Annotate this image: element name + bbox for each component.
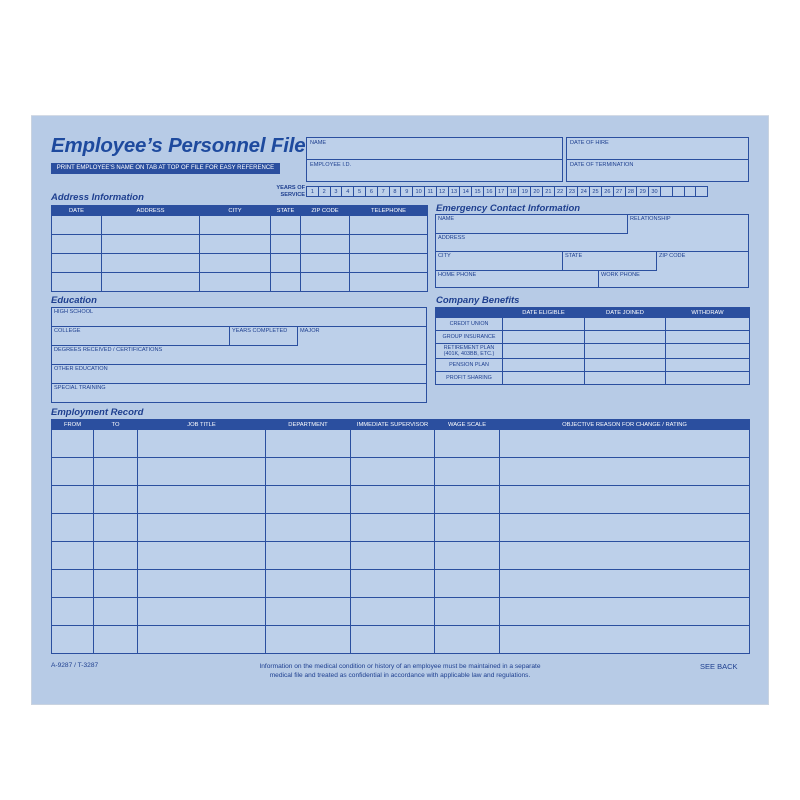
employment-cell[interactable]: [138, 486, 266, 514]
profit-sharing-label: PROFIT SHARING: [436, 372, 503, 385]
service-year-box[interactable]: 8: [389, 186, 402, 197]
address-cell[interactable]: [301, 235, 350, 254]
address-cell[interactable]: [271, 254, 301, 273]
service-year-box[interactable]: 22: [554, 186, 567, 197]
hire-dates-box: [566, 137, 749, 182]
address-cell[interactable]: [102, 235, 200, 254]
emergency-city-label: CITY: [438, 253, 451, 259]
employment-cell[interactable]: [500, 458, 750, 486]
employment-cell[interactable]: [52, 458, 94, 486]
employment-row: [52, 514, 750, 542]
emergency-box: [435, 214, 749, 288]
retirement-plan-label: RETIREMENT PLAN (401K, 403BB, ETC.): [436, 344, 503, 359]
emergency-name-label: NAME: [438, 216, 455, 222]
service-year-box[interactable]: 13: [448, 186, 461, 197]
emergency-heading: Emergency Contact Information: [436, 203, 581, 214]
service-year-box[interactable]: 18: [507, 186, 520, 197]
service-year-box-blank[interactable]: [695, 186, 708, 197]
high-school-label: HIGH SCHOOL: [54, 309, 94, 315]
employment-cell[interactable]: [435, 514, 500, 542]
major-label: MAJOR: [300, 328, 320, 334]
address-heading: Address Information: [51, 192, 144, 203]
employment-cell[interactable]: [351, 458, 435, 486]
name-label: NAME: [310, 140, 327, 146]
employment-cell[interactable]: [138, 458, 266, 486]
home-phone-label: HOME PHONE: [438, 272, 477, 278]
confidentiality-notice: Information on the medical condition or history of an employee must be maintained in a separate medical file and treated as confidential in accordance with applicable law and regulations.: [259, 663, 541, 679]
address-cell[interactable]: [52, 254, 102, 273]
relationship-label: RELATIONSHIP: [630, 216, 671, 222]
address-cell[interactable]: [301, 273, 350, 292]
employment-table: [51, 419, 750, 654]
address-cell[interactable]: [102, 216, 200, 235]
education-box: [51, 307, 427, 403]
address-cell[interactable]: [271, 273, 301, 292]
benefits-heading: Company Benefits: [436, 295, 520, 306]
service-year-box[interactable]: 4: [341, 186, 354, 197]
employment-column-header: DEPARTMENT: [266, 420, 351, 430]
address-cell[interactable]: [271, 235, 301, 254]
employment-cell[interactable]: [52, 598, 94, 626]
employment-cell[interactable]: [435, 570, 500, 598]
address-column-header: TELEPHONE: [350, 206, 428, 216]
employment-column-header: IMMEDIATE SUPERVISOR: [351, 420, 435, 430]
service-year-box[interactable]: 25: [589, 186, 602, 197]
service-year-box[interactable]: 1: [306, 186, 319, 197]
address-row: [52, 235, 428, 254]
employment-cell[interactable]: [266, 458, 351, 486]
employment-cell[interactable]: [52, 486, 94, 514]
employment-column-header: OBJECTIVE REASON FOR CHANGE / RATING: [500, 420, 750, 430]
employment-cell[interactable]: [94, 458, 138, 486]
address-cell[interactable]: [350, 273, 428, 292]
address-column-header: ZIP CODE: [301, 206, 350, 216]
name-id-box: [306, 137, 563, 182]
employment-cell[interactable]: [435, 542, 500, 570]
address-cell[interactable]: [350, 254, 428, 273]
employment-cell[interactable]: [94, 598, 138, 626]
employment-cell[interactable]: [351, 626, 435, 654]
degrees-label: DEGREES RECEIVED / CERTIFICATIONS: [54, 347, 163, 353]
employment-cell[interactable]: [435, 430, 500, 458]
employment-cell[interactable]: [266, 514, 351, 542]
employment-cell[interactable]: [266, 430, 351, 458]
employment-cell[interactable]: [500, 570, 750, 598]
employment-cell[interactable]: [138, 430, 266, 458]
employment-cell[interactable]: [435, 486, 500, 514]
service-year-box[interactable]: 27: [613, 186, 626, 197]
years-of-service-boxes: [307, 186, 708, 197]
employment-cell[interactable]: [351, 542, 435, 570]
service-year-box[interactable]: 9: [400, 186, 413, 197]
credit-union-label: CREDIT UNION: [436, 318, 503, 331]
date-of-hire-label: DATE OF HIRE: [570, 140, 609, 146]
date-joined-header: DATE JOINED: [585, 308, 666, 318]
employment-cell[interactable]: [52, 514, 94, 542]
employment-cell[interactable]: [266, 486, 351, 514]
employment-cell[interactable]: [351, 430, 435, 458]
service-year-box[interactable]: 19: [518, 186, 531, 197]
employment-cell[interactable]: [351, 514, 435, 542]
page-title: Employee’s Personnel File: [51, 134, 306, 157]
group-insurance-label: GROUP INSURANCE: [436, 331, 503, 344]
employment-cell[interactable]: [138, 626, 266, 654]
service-year-box[interactable]: 6: [365, 186, 378, 197]
service-year-box[interactable]: 30: [648, 186, 661, 197]
address-cell[interactable]: [52, 216, 102, 235]
employment-cell[interactable]: [500, 598, 750, 626]
address-cell[interactable]: [52, 235, 102, 254]
service-year-box[interactable]: 3: [330, 186, 343, 197]
benefits-table: [435, 307, 750, 385]
date-of-termination-label: DATE OF TERMINATION: [570, 162, 634, 168]
address-cell[interactable]: [102, 273, 200, 292]
employment-cell[interactable]: [94, 626, 138, 654]
address-row: [52, 273, 428, 292]
address-column-header: DATE: [52, 206, 102, 216]
employment-cell[interactable]: [138, 542, 266, 570]
service-year-box[interactable]: 29: [636, 186, 649, 197]
employment-column-header: WAGE SCALE: [435, 420, 500, 430]
service-year-box[interactable]: 15: [471, 186, 484, 197]
emergency-zip-label: ZIP CODE: [659, 253, 686, 259]
address-cell[interactable]: [102, 254, 200, 273]
employment-column-header: FROM: [52, 420, 94, 430]
address-cell[interactable]: [200, 216, 271, 235]
service-year-box[interactable]: 10: [412, 186, 425, 197]
college-label: COLLEGE: [54, 328, 81, 334]
address-table: [51, 205, 428, 292]
emergency-state-label: STATE: [565, 253, 583, 259]
employment-cell[interactable]: [500, 542, 750, 570]
employment-cell[interactable]: [435, 458, 500, 486]
employment-cell[interactable]: [500, 430, 750, 458]
employee-id-label: EMPLOYEE I.D.: [310, 162, 352, 168]
service-year-box[interactable]: 14: [459, 186, 472, 197]
employment-cell[interactable]: [138, 514, 266, 542]
service-year-box[interactable]: 2: [318, 186, 331, 197]
employment-row: [52, 626, 750, 654]
service-year-box[interactable]: 12: [436, 186, 449, 197]
service-year-box[interactable]: 20: [530, 186, 543, 197]
benefit-type-header: [436, 308, 503, 318]
employment-column-header: TO: [94, 420, 138, 430]
employment-cell[interactable]: [266, 626, 351, 654]
service-year-box[interactable]: 21: [542, 186, 555, 197]
address-column-header: STATE: [271, 206, 301, 216]
employment-cell[interactable]: [500, 486, 750, 514]
address-cell[interactable]: [200, 273, 271, 292]
pension-plan-label: PENSION PLAN: [436, 359, 503, 372]
employment-cell[interactable]: [266, 570, 351, 598]
employment-cell[interactable]: [94, 570, 138, 598]
employment-row: [52, 458, 750, 486]
address-column-header: CITY: [200, 206, 271, 216]
employment-cell[interactable]: [52, 542, 94, 570]
subtitle-bar: PRINT EMPLOYEE’S NAME ON TAB AT TOP OF FILE FOR EASY REFERENCE: [51, 163, 280, 174]
employment-cell[interactable]: [500, 514, 750, 542]
employment-column-header: JOB TITLE: [138, 420, 266, 430]
address-column-header: ADDRESS: [102, 206, 200, 216]
service-year-box[interactable]: 17: [495, 186, 508, 197]
address-cell[interactable]: [350, 216, 428, 235]
address-cell[interactable]: [301, 254, 350, 273]
address-row: [52, 216, 428, 235]
employment-cell[interactable]: [351, 598, 435, 626]
employment-cell[interactable]: [52, 626, 94, 654]
employment-row: [52, 542, 750, 570]
employment-cell[interactable]: [52, 570, 94, 598]
employment-cell[interactable]: [94, 486, 138, 514]
employment-cell[interactable]: [351, 486, 435, 514]
address-cell[interactable]: [52, 273, 102, 292]
other-education-label: OTHER EDUCATION: [54, 366, 108, 372]
address-cell[interactable]: [350, 235, 428, 254]
special-training-label: SPECIAL TRAINING: [54, 385, 106, 391]
employment-heading: Employment Record: [51, 407, 144, 418]
employment-cell[interactable]: [94, 542, 138, 570]
employment-row: [52, 598, 750, 626]
form-code: A-9287 / T-3287: [51, 662, 99, 669]
work-phone-label: WORK PHONE: [601, 272, 640, 278]
employment-row: [52, 486, 750, 514]
employment-cell[interactable]: [266, 542, 351, 570]
employment-cell[interactable]: [94, 514, 138, 542]
service-year-box[interactable]: 5: [353, 186, 366, 197]
file-tab: [31, 93, 769, 116]
employment-cell[interactable]: [138, 598, 266, 626]
service-year-box[interactable]: 28: [625, 186, 638, 197]
years-of-service-label: YEARS OF SERVICE: [276, 185, 305, 198]
withdraw-header: WITHDRAW: [666, 308, 750, 318]
employment-cell[interactable]: [435, 626, 500, 654]
service-year-box[interactable]: 24: [577, 186, 590, 197]
employment-cell[interactable]: [266, 598, 351, 626]
service-year-box[interactable]: 16: [483, 186, 496, 197]
address-row: [52, 254, 428, 273]
address-cell[interactable]: [271, 216, 301, 235]
address-cell[interactable]: [301, 216, 350, 235]
years-completed-label: YEARS COMPLETED: [232, 328, 288, 334]
employment-row: [52, 570, 750, 598]
service-year-box[interactable]: 11: [424, 186, 437, 197]
service-year-box[interactable]: 26: [601, 186, 614, 197]
employment-cell[interactable]: [52, 430, 94, 458]
education-heading: Education: [51, 295, 97, 306]
service-year-box[interactable]: 23: [566, 186, 579, 197]
date-eligible-header: DATE ELIGIBLE: [503, 308, 585, 318]
employment-row: [52, 430, 750, 458]
address-cell[interactable]: [200, 235, 271, 254]
employment-cell[interactable]: [351, 570, 435, 598]
address-cell[interactable]: [200, 254, 271, 273]
employment-cell[interactable]: [435, 598, 500, 626]
emergency-address-label: ADDRESS: [438, 235, 466, 241]
service-year-box[interactable]: 7: [377, 186, 390, 197]
employment-cell[interactable]: [500, 626, 750, 654]
employment-cell[interactable]: [94, 430, 138, 458]
see-back-label: SEE BACK: [700, 662, 738, 671]
employment-cell[interactable]: [138, 570, 266, 598]
